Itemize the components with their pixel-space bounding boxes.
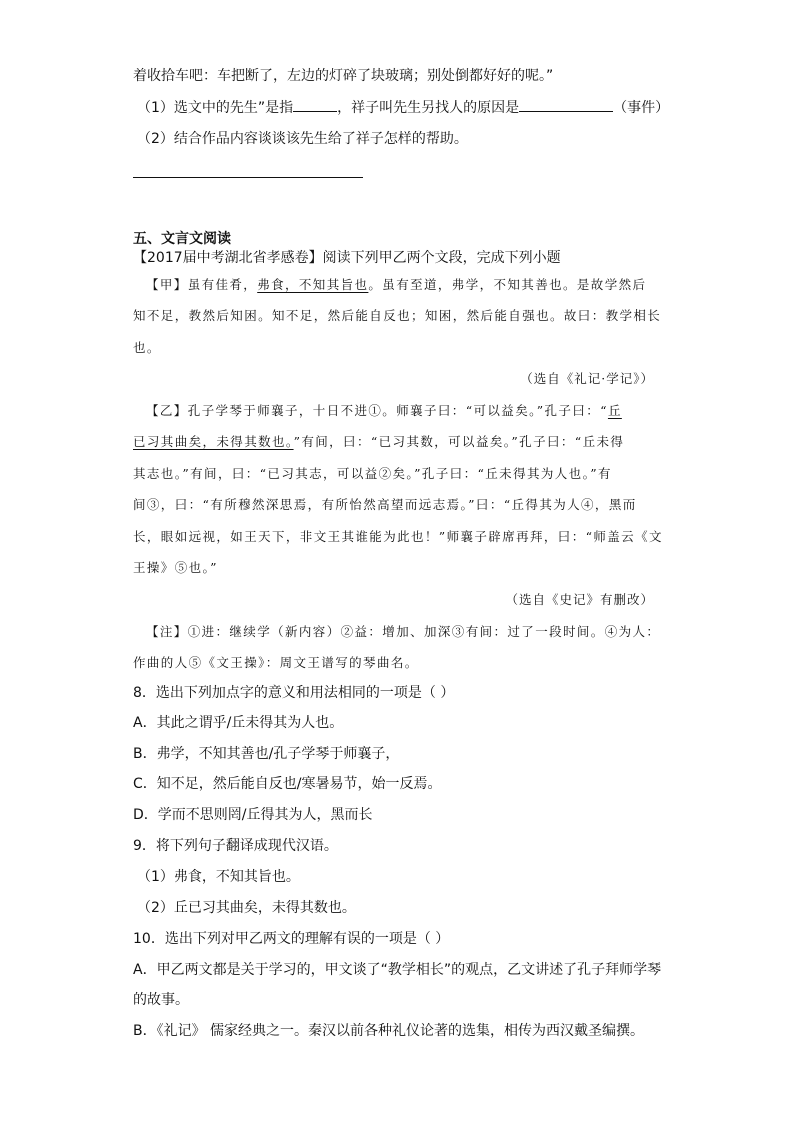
yi-line-1-a: 【乙】孔子学琴于师襄子，十日不进①。师襄子曰：“可以益矣。”孔子曰：“: [146, 403, 608, 418]
jia-underlined: 弗食，不知其旨也: [257, 277, 369, 292]
question-10-option-a-line-2[interactable]: 的故事。: [133, 992, 189, 1008]
question-9-sentence-2: （2）丘已习其曲矣，未得其数也。: [137, 900, 356, 916]
yi-line-3: 其志也。”有间，曰：“已习其志，可以益②矣。”孔子曰：“丘未得其为人也。”有: [133, 466, 612, 481]
question-8-option-c[interactable]: C．知不足，然后能自反也/寒暑易节，始一反焉。: [133, 776, 442, 792]
jia-line-1: [146, 275, 646, 295]
yi-line-5: 长，眼如远视，如王天下，非文王其谁能为此也！”师襄子辟席再拜，曰：“师盖云《文: [133, 529, 663, 544]
question-8-option-a[interactable]: A．其此之谓乎/丘未得其为人也。: [133, 715, 344, 731]
yi-underlined-2: 已习其曲矣，未得其数也。: [133, 434, 294, 449]
yi-underlined-1: 丘: [607, 403, 622, 418]
yi-line-4: 间③，曰：“有所穆然深思焉，有所怡然高望而远志焉。”曰：“丘得其为人④，黑而: [133, 497, 637, 512]
yi-line-2: [133, 432, 624, 452]
notes-line-1: 【注】①进：继续学（新内容）②益：增加、加深③有间：过了一段时间。④为人：: [146, 624, 661, 639]
section-intro: 【2017届中考湖北省孝感卷】阅读下列甲乙两个文段，完成下列小题: [133, 250, 561, 266]
jia-line-1-a: 【甲】虽有佳肴，: [146, 277, 258, 292]
notes-line-2: 作曲的人⑤《文王操》：周文王谱写的琴曲名。: [133, 655, 419, 670]
question-10-stem: 10．选出下列对甲乙两文的理解有误的一项是（ ）: [133, 931, 450, 947]
passage-tail: 着收拾车吧：车把断了，左边的灯碎了块玻璃；别处倒都好好的呢。”: [133, 68, 554, 84]
section-title: 五、文言文阅读: [133, 231, 231, 247]
question-1-part-b: ，祥子叫先生另找人的原因是: [337, 100, 520, 116]
question-9-stem: 9．将下列句子翻译成现代汉语。: [133, 838, 338, 854]
answer-line[interactable]: [133, 177, 363, 178]
jia-source: （选自《礼记·学记》）: [520, 371, 654, 386]
question-1-part-a: （1）选文中的先生”是指: [137, 100, 294, 116]
question-9-sentence-1: （1）弗食，不知其旨也。: [137, 869, 300, 885]
question-8-option-d[interactable]: D．学而不思则罔/丘得其为人，黑而长: [133, 807, 373, 823]
jia-line-3: 也。: [133, 340, 161, 355]
yi-line-2-b: ”有间，曰：“已习其数，可以益矣。”孔子曰：“丘未得: [293, 434, 625, 449]
jia-line-2: 知不足，教然后知困。知不足，然后能自反也；知困，然后能自强也。故曰：教学相长: [133, 308, 662, 323]
question-10-option-b[interactable]: B．《礼记》 儒家经典之一。秦汉以前各种礼仪论著的选集，相传为西汉戴圣编撰。: [133, 1023, 645, 1039]
jia-line-1-b: 。虽有至道，弗学，不知其善也。是故学然后: [368, 277, 647, 292]
question-2: （2）结合作品内容谈谈该先生给了祥子怎样的帮助。: [137, 131, 468, 147]
yi-line-1: [146, 401, 622, 421]
question-10-option-a-line-1[interactable]: A．甲乙两文都是关于学习的，甲文谈了“教学相长”的观点，乙文讲述了孔子拜师学琴: [133, 962, 662, 978]
answer-blank-2[interactable]: [519, 97, 613, 112]
question-1-part-c: （事件）: [613, 100, 670, 116]
yi-line-6: 王操》⑤也。”: [133, 560, 218, 575]
question-8-stem: 8．选出下列加点字的意义和用法相同的一项是（ ）: [133, 685, 455, 701]
yi-source: （选自《史记》有删改）: [505, 592, 654, 607]
answer-blank-1[interactable]: [293, 97, 337, 112]
question-8-option-b[interactable]: B．弗学，不知其善也/孔子学琴于师襄子，: [133, 746, 400, 762]
question-1: [137, 97, 669, 118]
